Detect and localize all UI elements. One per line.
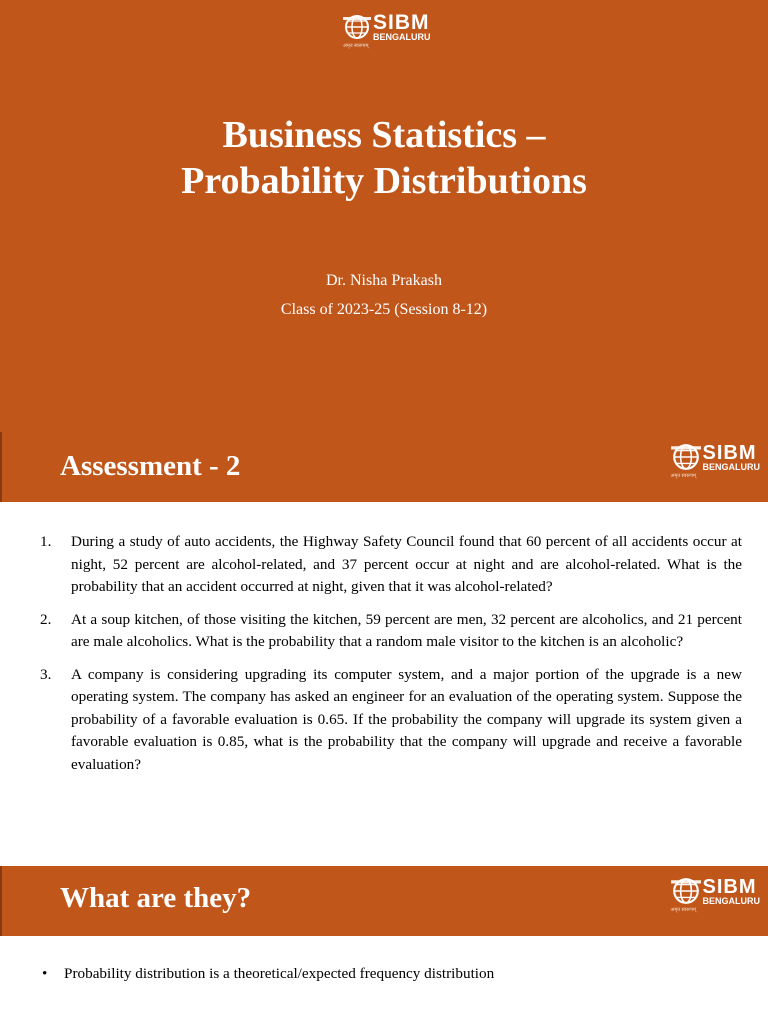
logo-tagline: अमृत स्वरूपम् (670, 473, 696, 479)
logo-name: SIBM (373, 11, 430, 34)
list-item (42, 963, 742, 985)
question-text: At a soup kitchen, of those visiting the kitchen, 59 percent are men, 32 percent are alcoholics, and 21 percent are male alcoholics. What is the probability that a random male visitor to the kitchen is an alcoholic? (71, 610, 742, 650)
sibm-logo (671, 876, 761, 913)
bullet-text: Probability distribution is a theoretical/expected frequency distribution (64, 965, 495, 982)
page-title (0, 112, 768, 204)
globe-icon (343, 13, 371, 41)
list-item (40, 531, 742, 599)
assessment-heading: Assessment - 2 (60, 450, 241, 482)
logo-name: SIBM (702, 441, 757, 464)
question-number: 3. (40, 665, 52, 683)
logo-tagline: अमृत स्वरूपम् (670, 907, 696, 913)
globe-icon (671, 876, 701, 906)
question-text: A company is considering upgrading its computer system, and a major portion of the upgrade is a new operating system. The company has asked an engineer for an evaluation of the operating system. Suppose the probability of a favorable evaluation is 0.65. If the probability the company will upgrade its system given a favorable evaluation is 0.85, what is the probability that the company will upgrade and receive a favorable evaluation? (71, 665, 742, 773)
title-slide (0, 0, 768, 432)
question-number: 2. (40, 610, 52, 628)
question-number: 1. (40, 533, 52, 550)
logo-city: BENGALURU (702, 895, 760, 906)
logo-name: SIBM (702, 875, 757, 898)
author-name: Dr. Nisha Prakash (326, 272, 442, 289)
list-item (40, 609, 742, 654)
globe-icon (671, 442, 701, 472)
title-line-2: Probability Distributions (181, 160, 587, 202)
logo-tagline: अमृत स्वरूपम् (343, 43, 369, 49)
title-line-1: Business Statistics – (222, 114, 546, 156)
question-text: During a study of auto accidents, the Highway Safety Council found that 60 percent of all accidents occur at night, 52 percent are alcohol-related, and 37 percent occur at night and are alcohol-related. What is the probability that an accident occurred at night, given that it was alcohol-related? (71, 533, 742, 595)
what-are-they-heading: What are they? (60, 882, 252, 914)
subtitle (0, 266, 768, 324)
sibm-logo (343, 12, 431, 49)
list-item (40, 664, 742, 777)
logo-city: BENGALURU (702, 461, 760, 472)
what-are-they-header (0, 866, 768, 936)
sibm-logo (671, 442, 761, 479)
assessment-header (0, 432, 768, 502)
question-list (40, 531, 742, 786)
class-info: Class of 2023-25 (Session 8-12) (280, 301, 488, 318)
bullet-list (42, 963, 742, 985)
logo-city: BENGALURU (373, 32, 431, 42)
bullet-marker: • (42, 965, 48, 982)
